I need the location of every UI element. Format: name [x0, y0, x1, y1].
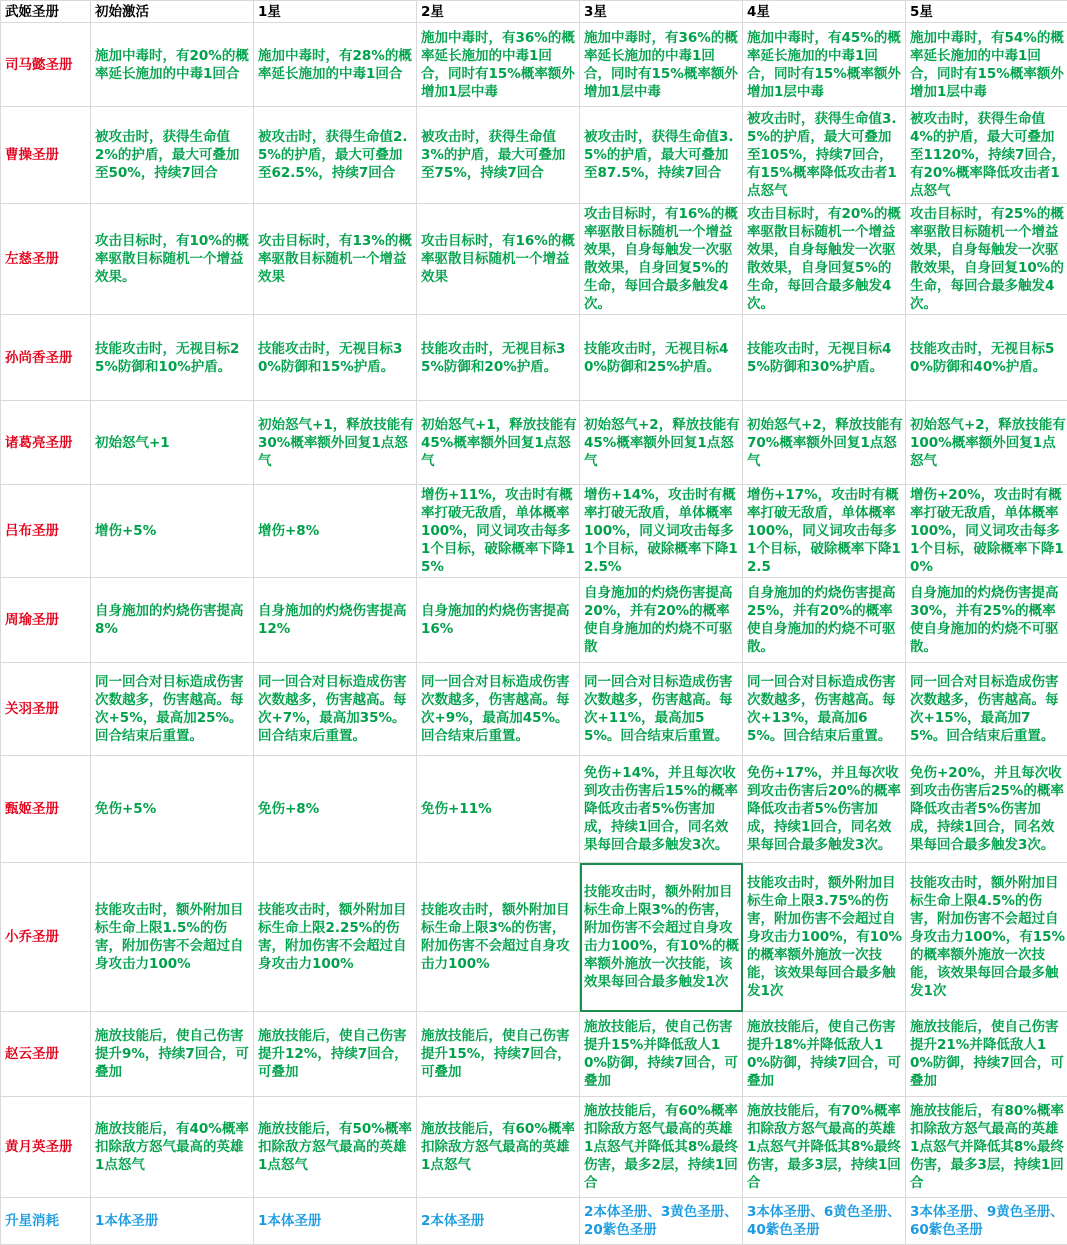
table-cell[interactable]: 攻击目标时，有16%的概率驱散目标随机一个增益效果，自身每触发一次驱散效果，自身回复5%的生命，每回合最多触发4次。 [580, 204, 743, 315]
table-row [1, 756, 1067, 863]
table-cell[interactable]: 被攻击时，获得生命值3%的护盾，最大可叠加至75%，持续7回合 [417, 107, 580, 204]
cost-cell[interactable]: 1本体圣册 [254, 1198, 417, 1245]
table-cell[interactable]: 被攻击时，获得生命值3.5%的护盾，最大可叠加至105%，持续7回合，有15%概率降低攻击者1点怒气 [743, 107, 906, 204]
row-name-cell[interactable]: 周瑜圣册 [1, 578, 91, 663]
table-cell[interactable]: 免伤+11% [417, 756, 580, 863]
table-row [1, 1097, 1067, 1198]
table-cell[interactable]: 技能攻击时，额外附加目标生命上限3%的伤害，附加伤害不会超过自身攻击力100% [417, 863, 580, 1012]
table-cell[interactable]: 自身施加的灼烧伤害提高25%，并有20%的概率使自身施加的灼烧不可驱散。 [743, 578, 906, 663]
table-row [1, 204, 1067, 315]
table-cell[interactable]: 施加中毒时，有28%的概率延长施加的中毒1回合 [254, 23, 417, 107]
table-cell[interactable]: 施放技能后，使自己伤害提升21%并降低敌人10%防御，持续7回合，可叠加 [906, 1012, 1067, 1097]
table-cell[interactable]: 免伤+8% [254, 756, 417, 863]
table-row [1, 485, 1067, 578]
table-row [1, 578, 1067, 663]
table-cell[interactable]: 增伤+20%，攻击时有概率打破无敌盾，单体概率100%，同义词攻击每多1个目标，破除概率下降10% [906, 485, 1067, 578]
row-name-cell[interactable]: 小乔圣册 [1, 863, 91, 1012]
row-name-cell[interactable]: 孙尚香圣册 [1, 315, 91, 401]
table-cell[interactable]: 技能攻击时，额外附加目标生命上限3%的伤害，附加伤害不会超过自身攻击力100%，有10%的概率额外施放一次技能，该效果每回合最多触发1次 [580, 863, 743, 1012]
table-cell[interactable]: 攻击目标时，有25%的概率驱散目标随机一个增益效果，自身每触发一次驱散效果，自身回复10%的生命，每回合最多触发4次。 [906, 204, 1067, 315]
table-cell[interactable]: 施放技能后，有80%概率扣除敌方怒气最高的英雄1点怒气并降低其8%最终伤害，最多3层，持续1回合 [906, 1097, 1067, 1198]
row-name-cell[interactable]: 司马懿圣册 [1, 23, 91, 107]
table-cell[interactable]: 被攻击时，获得生命值2.5%的护盾，最大可叠加至62.5%，持续7回合 [254, 107, 417, 204]
table-cell[interactable]: 施放技能后，有60%概率扣除敌方怒气最高的英雄1点怒气 [417, 1097, 580, 1198]
table-cell[interactable]: 同一回合对目标造成伤害次数越多，伤害越高。每次+15%，最高加75%。回合结束后重置。 [906, 663, 1067, 756]
table-cell[interactable]: 施加中毒时，有45%的概率延长施加的中毒1回合，同时有15%概率额外增加1层中毒 [743, 23, 906, 107]
table-cell[interactable]: 增伤+8% [254, 485, 417, 578]
table-cell[interactable]: 免伤+20%，并且每次收到攻击伤害后25%的概率降低攻击者5%伤害加成，持续1回合，同名效果每回合最多触发3次。 [906, 756, 1067, 863]
cost-row-name-cell[interactable]: 升星消耗 [1, 1198, 91, 1245]
cost-cell[interactable]: 2本体圣册 [417, 1198, 580, 1245]
table-cell[interactable]: 增伤+5% [91, 485, 254, 578]
table-cell[interactable]: 初始怒气+1 [91, 401, 254, 485]
table-cell[interactable]: 被攻击时，获得生命值2%的护盾，最大可叠加至50%，持续7回合 [91, 107, 254, 204]
table-cell[interactable]: 施放技能后，使自己伤害提升18%并降低敌人10%防御，持续7回合，可叠加 [743, 1012, 906, 1097]
table-cell[interactable]: 增伤+11%，攻击时有概率打破无敌盾，单体概率100%，同义词攻击每多1个目标，破除概率下降15% [417, 485, 580, 578]
table-cell[interactable]: 同一回合对目标造成伤害次数越多，伤害越高。每次+5%，最高加25%。回合结束后重置。 [91, 663, 254, 756]
table-cell[interactable]: 技能攻击时，额外附加目标生命上限2.25%的伤害，附加伤害不会超过自身攻击力100% [254, 863, 417, 1012]
table-cell[interactable]: 施放技能后，有40%概率扣除敌方怒气最高的英雄1点怒气 [91, 1097, 254, 1198]
table-cell[interactable]: 技能攻击时，额外附加目标生命上限3.75%的伤害，附加伤害不会超过自身攻击力100%，有10%的概率额外施放一次技能，该效果每回合最多触发1次 [743, 863, 906, 1012]
table-cell[interactable]: 攻击目标时，有20%的概率驱散目标随机一个增益效果，自身每触发一次驱散效果，自身回复5%的生命，每回合最多触发4次。 [743, 204, 906, 315]
row-name-cell[interactable]: 吕布圣册 [1, 485, 91, 578]
header-cell-star4[interactable]: 4星 [743, 1, 906, 23]
table-cell[interactable]: 施放技能后，使自己伤害提升9%，持续7回合，可叠加 [91, 1012, 254, 1097]
table-row [1, 107, 1067, 204]
table-cell[interactable]: 被攻击时，获得生命值3.5%的护盾，最大可叠加至87.5%，持续7回合 [580, 107, 743, 204]
row-name-cell[interactable]: 甄姬圣册 [1, 756, 91, 863]
table-cell[interactable]: 技能攻击时，无视目标40%防御和25%护盾。 [580, 315, 743, 401]
table-cell[interactable]: 技能攻击时，额外附加目标生命上限1.5%的伤害，附加伤害不会超过自身攻击力100% [91, 863, 254, 1012]
header-cell-star1[interactable]: 1星 [254, 1, 417, 23]
table-row [1, 863, 1067, 1012]
row-name-cell[interactable]: 诸葛亮圣册 [1, 401, 91, 485]
table-cell[interactable]: 施放技能后，使自己伤害提升15%，持续7回合，可叠加 [417, 1012, 580, 1097]
table-cell[interactable]: 技能攻击时，无视目标25%防御和10%护盾。 [91, 315, 254, 401]
table-cell[interactable]: 自身施加的灼烧伤害提高16% [417, 578, 580, 663]
table-cell[interactable]: 施放技能后，使自己伤害提升15%并降低敌人10%防御，持续7回合，可叠加 [580, 1012, 743, 1097]
table-row [1, 23, 1067, 107]
table-cell[interactable]: 增伤+14%，攻击时有概率打破无敌盾，单体概率100%，同义词攻击每多1个目标，破除概率下降12.5% [580, 485, 743, 578]
cost-row [1, 1198, 1067, 1245]
row-name-cell[interactable]: 关羽圣册 [1, 663, 91, 756]
table-cell[interactable]: 施加中毒时，有54%的概率延长施加的中毒1回合，同时有15%概率额外增加1层中毒 [906, 23, 1067, 107]
table-cell[interactable]: 施加中毒时，有20%的概率延长施加的中毒1回合 [91, 23, 254, 107]
header-cell-star5[interactable]: 5星 [906, 1, 1067, 23]
table-row [1, 1012, 1067, 1097]
table-cell[interactable]: 技能攻击时，无视目标35%防御和20%护盾。 [417, 315, 580, 401]
table-row [1, 401, 1067, 485]
table-cell[interactable]: 同一回合对目标造成伤害次数越多，伤害越高。每次+7%，最高加35%。回合结束后重置。 [254, 663, 417, 756]
table-cell[interactable]: 增伤+17%，攻击时有概率打破无敌盾，单体概率100%，同义词攻击每多1个目标，破除概率下降12.5 [743, 485, 906, 578]
row-name-cell[interactable]: 左慈圣册 [1, 204, 91, 315]
row-name-cell[interactable]: 曹操圣册 [1, 107, 91, 204]
table-cell[interactable]: 技能攻击时，额外附加目标生命上限4.5%的伤害，附加伤害不会超过自身攻击力100%，有15%的概率额外施放一次技能，该效果每回合最多触发1次 [906, 863, 1067, 1012]
table-cell[interactable]: 初始怒气+2，释放技能有100%概率额外回复1点怒气 [906, 401, 1067, 485]
table-cell[interactable]: 初始怒气+2，释放技能有70%概率额外回复1点怒气 [743, 401, 906, 485]
table-cell[interactable]: 攻击目标时，有16%的概率驱散目标随机一个增益效果 [417, 204, 580, 315]
header-cell-initial[interactable]: 初始激活 [91, 1, 254, 23]
table-cell[interactable]: 初始怒气+1，释放技能有30%概率额外回复1点怒气 [254, 401, 417, 485]
table-cell[interactable]: 攻击目标时，有13%的概率驱散目标随机一个增益效果 [254, 204, 417, 315]
header-cell-star2[interactable]: 2星 [417, 1, 580, 23]
table-cell[interactable]: 初始怒气+1，释放技能有45%概率额外回复1点怒气 [417, 401, 580, 485]
table-cell[interactable]: 自身施加的灼烧伤害提高8% [91, 578, 254, 663]
table-cell[interactable]: 免伤+17%，并且每次收到攻击伤害后20%的概率降低攻击者5%伤害加成，持续1回合，同名效果每回合最多触发3次。 [743, 756, 906, 863]
table-cell[interactable]: 技能攻击时，无视目标45%防御和30%护盾。 [743, 315, 906, 401]
table-row [1, 663, 1067, 756]
header-cell-name[interactable]: 武姬圣册 [1, 1, 91, 23]
table-cell[interactable]: 同一回合对目标造成伤害次数越多，伤害越高。每次+13%，最高加65%。回合结束后重置。 [743, 663, 906, 756]
table-cell[interactable]: 施加中毒时，有36%的概率延长施加的中毒1回合，同时有15%概率额外增加1层中毒 [417, 23, 580, 107]
header-row [1, 1, 1067, 23]
table-cell[interactable]: 自身施加的灼烧伤害提高12% [254, 578, 417, 663]
table-cell[interactable]: 技能攻击时，无视目标50%防御和40%护盾。 [906, 315, 1067, 401]
table-cell[interactable]: 攻击目标时，有10%的概率驱散目标随机一个增益效果。 [91, 204, 254, 315]
row-name-cell[interactable]: 黄月英圣册 [1, 1097, 91, 1198]
cost-cell[interactable]: 3本体圣册、9黄色圣册、60紫色圣册 [906, 1198, 1067, 1245]
table-cell[interactable]: 被攻击时，获得生命值4%的护盾，最大可叠加至1120%，持续7回合，有20%概率降低攻击者1点怒气 [906, 107, 1067, 204]
table-cell[interactable]: 施放技能后，有50%概率扣除敌方怒气最高的英雄1点怒气 [254, 1097, 417, 1198]
table-cell[interactable]: 施放技能后，有60%概率扣除敌方怒气最高的英雄1点怒气并降低其8%最终伤害，最多2层，持续1回合 [580, 1097, 743, 1198]
header-cell-star3[interactable]: 3星 [580, 1, 743, 23]
table-cell[interactable]: 施放技能后，有70%概率扣除敌方怒气最高的英雄1点怒气并降低其8%最终伤害，最多3层，持续1回合 [743, 1097, 906, 1198]
table-cell[interactable]: 初始怒气+2，释放技能有45%概率额外回复1点怒气 [580, 401, 743, 485]
table-cell[interactable]: 自身施加的灼烧伤害提高30%，并有25%的概率使自身施加的灼烧不可驱散。 [906, 578, 1067, 663]
table-cell[interactable]: 免伤+5% [91, 756, 254, 863]
table-cell[interactable]: 施放技能后，使自己伤害提升12%，持续7回合，可叠加 [254, 1012, 417, 1097]
cost-cell[interactable]: 3本体圣册、6黄色圣册、40紫色圣册 [743, 1198, 906, 1245]
table-cell[interactable]: 同一回合对目标造成伤害次数越多，伤害越高。每次+9%，最高加45%。回合结束后重置。 [417, 663, 580, 756]
table-cell[interactable]: 自身施加的灼烧伤害提高20%，并有20%的概率使自身施加的灼烧不可驱散 [580, 578, 743, 663]
row-name-cell[interactable]: 赵云圣册 [1, 1012, 91, 1097]
table-cell[interactable]: 技能攻击时，无视目标30%防御和15%护盾。 [254, 315, 417, 401]
table-cell[interactable]: 施加中毒时，有36%的概率延长施加的中毒1回合，同时有15%概率额外增加1层中毒 [580, 23, 743, 107]
cost-cell[interactable]: 2本体圣册、3黄色圣册、20紫色圣册 [580, 1198, 743, 1245]
table-cell[interactable]: 免伤+14%，并且每次收到攻击伤害后15%的概率降低攻击者5%伤害加成，持续1回合，同名效果每回合最多触发3次。 [580, 756, 743, 863]
table-row [1, 315, 1067, 401]
cost-cell[interactable]: 1本体圣册 [91, 1198, 254, 1245]
table-cell[interactable]: 同一回合对目标造成伤害次数越多，伤害越高。每次+11%，最高加55%。回合结束后重置。 [580, 663, 743, 756]
